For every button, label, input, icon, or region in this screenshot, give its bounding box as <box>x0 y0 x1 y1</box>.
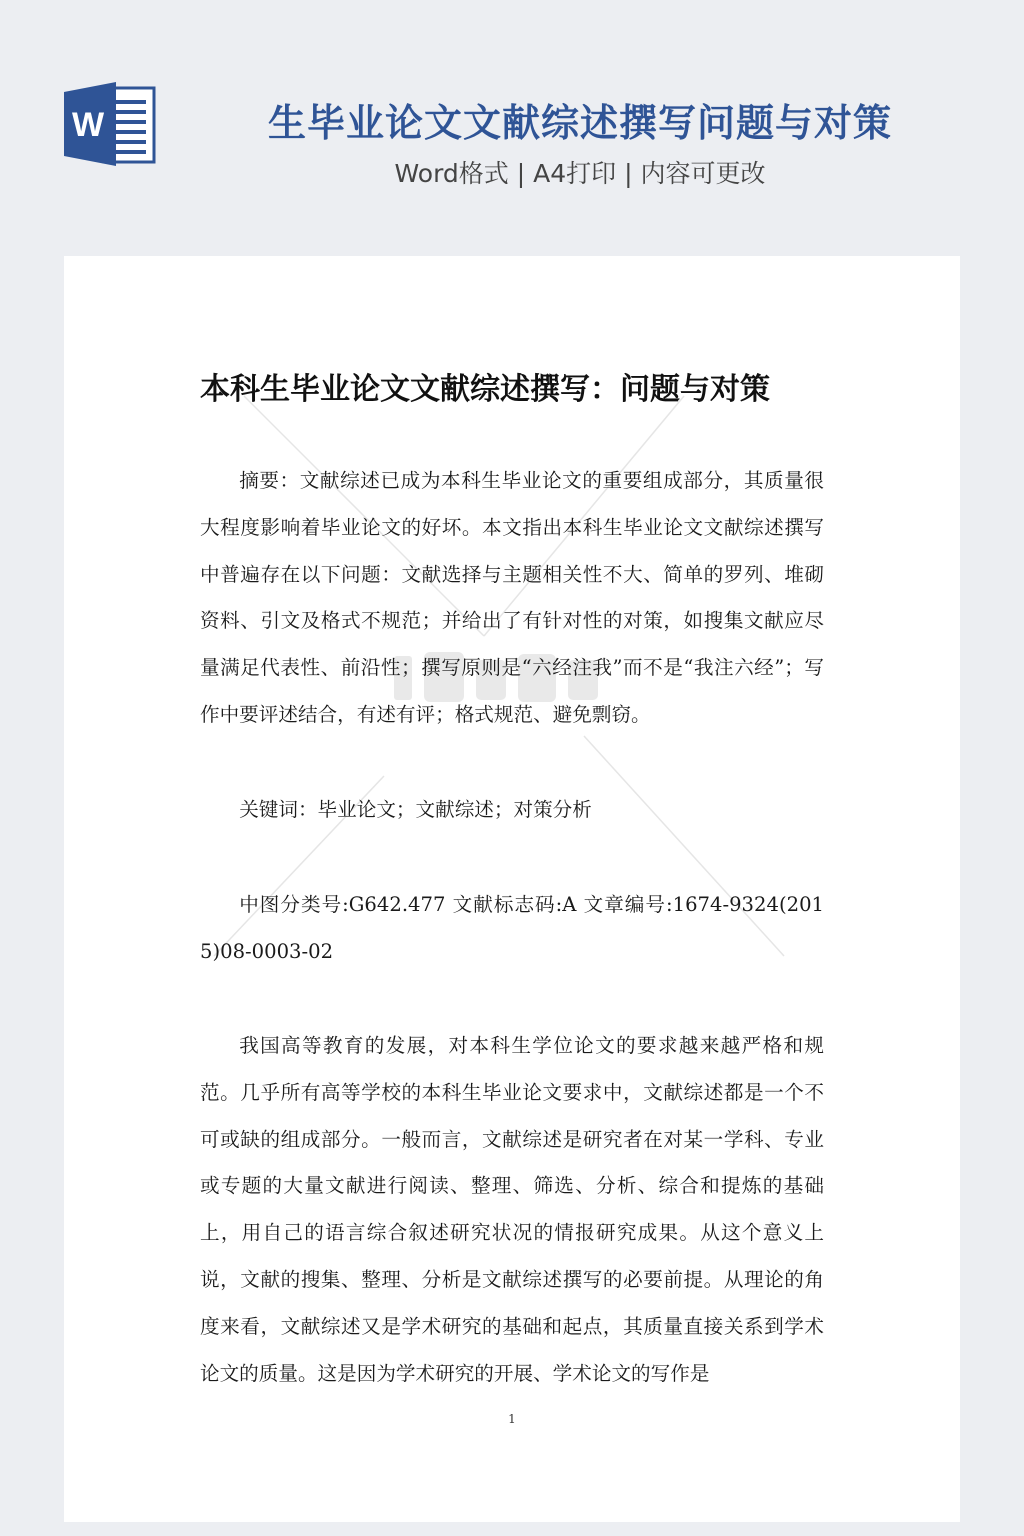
document-title: 本科生毕业论文文献综述撰写：问题与对策 <box>200 372 770 407</box>
page-number: 1 <box>508 1412 516 1426</box>
word-logo-letter: W <box>71 106 105 144</box>
abstract-paragraph: 摘要：文献综述已成为本科生毕业论文的重要组成部分，其质量很大程度影响着毕业论文的好坏。本文指出本科生毕业论文文献综述撰写中普遍存在以下问题：文献选择与主题相关性不大、简单的罗列、堆砌资料、引文及格式不规范；并给出了有针对性的对策，如搜集文献应尽量满足代表性、前沿性；撰写原则是“六经注我”而不是“我注六经”；写作中要评述结合，有述有评；格式规范、避免剽窃。 <box>200 469 824 726</box>
header <box>0 0 1024 256</box>
classification-paragraph: 中图分类号:G642.477 文献标志码:A 文章编号:1674-9324(2015)08-0003-02 <box>200 893 824 963</box>
page-header-title: 生毕业论文文献综述撰写问题与对策 <box>267 101 892 145</box>
document-page <box>64 256 960 1522</box>
body-paragraph: 我国高等教育的发展，对本科生学位论文的要求越来越严格和规范。几乎所有高等学校的本科生毕业论文要求中，文献综述都是一个不可或缺的组成部分。一般而言，文献综述是研究者在对某一学科、专业或专题的大量文献进行阅读、整理、筛选、分析、综合和提炼的基础上，用自己的语言综合叙述研究状况的情报研究成果。从这个意义上说，文献的搜集、整理、分析是文献综述撰写的必要前提。从理论的角度来看，文献综述又是学术研究的基础和起点，其质量直接关系到学术论文的质量。这是因为学术研究的开展、学术论文的写作是 <box>200 1034 824 1385</box>
word-document-icon <box>64 82 156 166</box>
page-header-subtitle: Word格式 | A4打印 | 内容可更改 <box>394 159 766 188</box>
keywords-paragraph: 关键词：毕业论文；文献综述；对策分析 <box>239 798 592 821</box>
